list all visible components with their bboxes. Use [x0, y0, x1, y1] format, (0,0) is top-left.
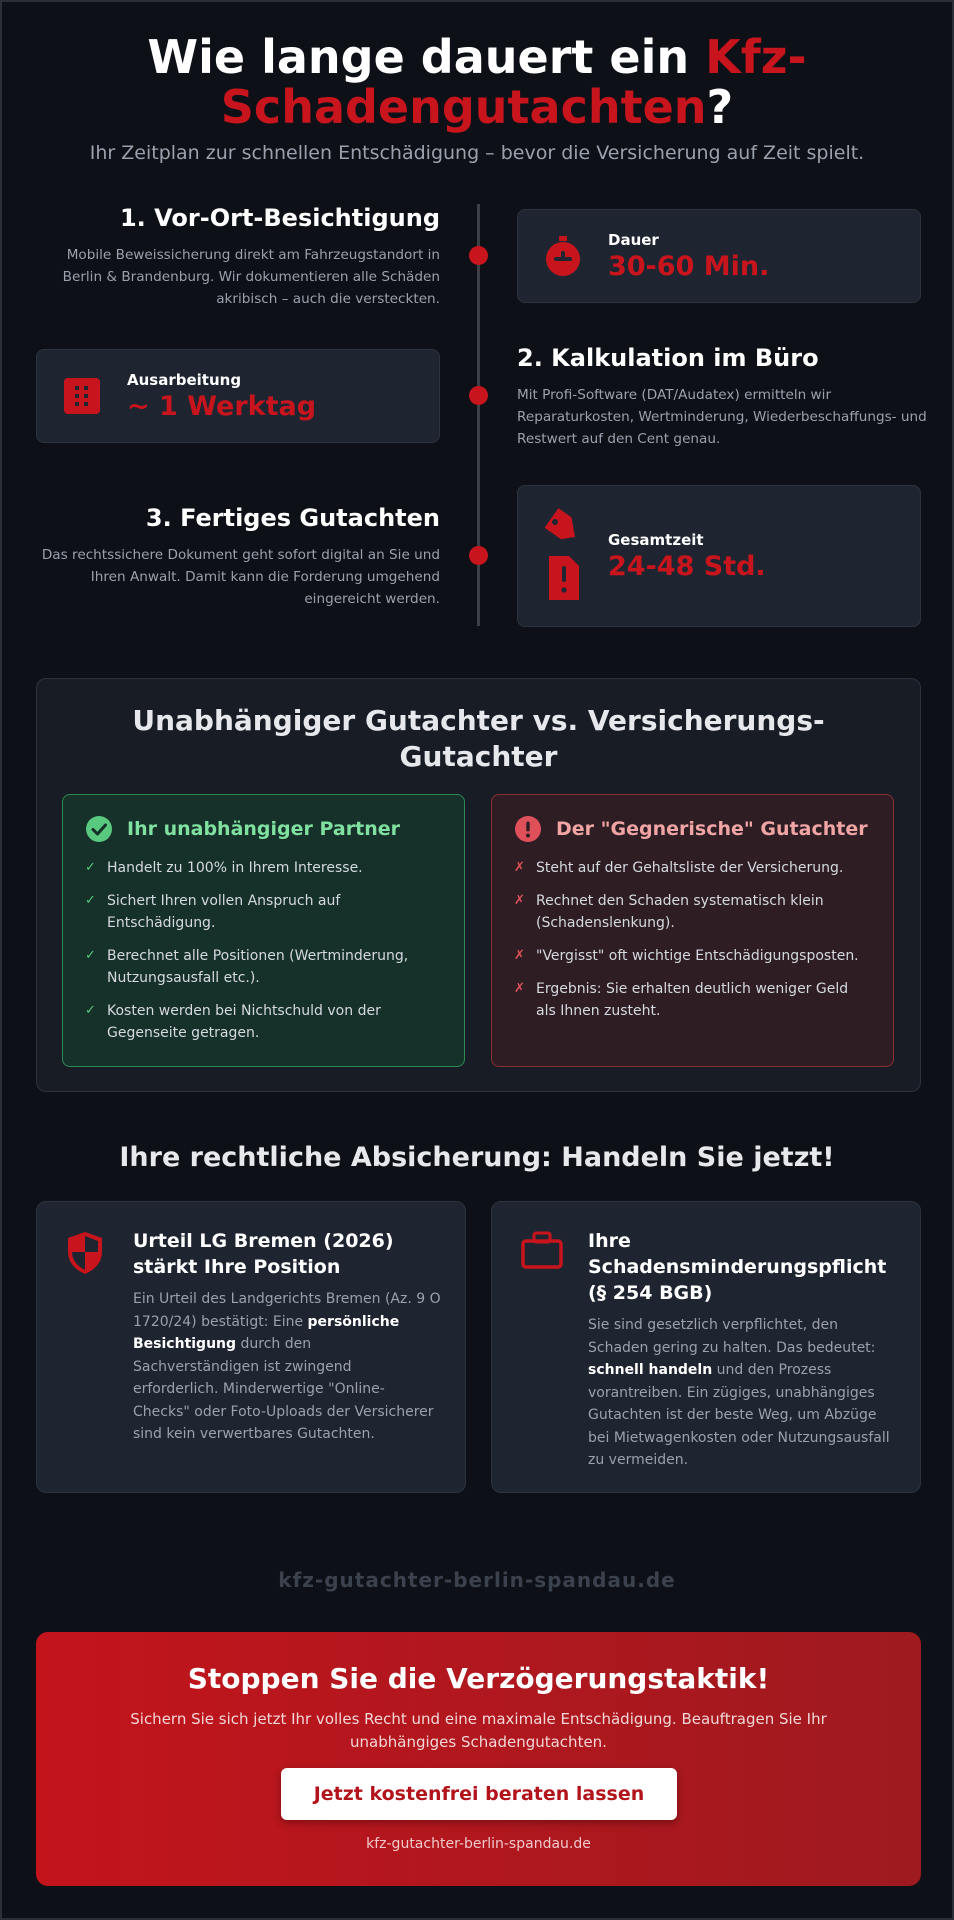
card-label: Gesamtzeit — [608, 530, 704, 549]
total-time-card — [517, 485, 921, 627]
cta-title: Stoppen Sie die Verzögerungstaktik! — [187, 1662, 770, 1695]
list-item — [514, 945, 871, 967]
page-subtitle: Ihr Zeitplan zur schnellen Entschädigung – bevor die Versicherung auf Zeit spielt. — [89, 142, 865, 164]
list-item — [85, 890, 442, 934]
column-heading — [514, 815, 871, 843]
card-text-part: Ein Urteil des Landgerichts Bremen (Az. 9 O 1720/24) bestätigt: Eine — [133, 1291, 441, 1330]
comparison-section — [36, 678, 921, 1092]
cross-icon: ✗ — [514, 860, 525, 875]
cross-icon: ✗ — [514, 948, 525, 963]
card-title: Ihre Schadensminderungspflicht (§ 254 BGB) — [588, 1230, 887, 1304]
card-text-part: durch den Sachverständigen ist zwingend erforderlich. Minderwertige "Online-Checks" oder Foto-Uploads der Versicherer sind kein verwertbares Gutachten. — [133, 1336, 434, 1442]
list-item-text: Sichert Ihren vollen Anspruch auf Entschädigung. — [107, 893, 341, 931]
step-description: Das rechtssichere Dokument geht sofort digital an Sie und Ihren Anwalt. Damit kann die Forderung umgehend eingereicht werden. — [41, 547, 440, 607]
list-item — [85, 945, 442, 989]
comparison-title: Unabhängiger Gutachter vs. Versicherungs-Gutachter — [132, 704, 825, 773]
duration-card — [517, 209, 921, 303]
processing-card — [36, 349, 440, 443]
calculator-icon — [59, 373, 105, 419]
list-item — [514, 890, 871, 934]
step-description: Mit Profi-Software (DAT/Audatex) ermitteln wir Reparaturkosten, Wertminderung, Wiederbeschaffungs- und Restwert auf den Cent genau. — [517, 387, 927, 447]
card-value: 24-48 Std. — [608, 550, 766, 582]
card-text — [133, 1288, 441, 1446]
timeline-dot — [469, 246, 488, 265]
briefcase-icon — [520, 1230, 564, 1274]
check-icon: ✓ — [85, 893, 96, 908]
step-title: 3. Fertiges Gutachten — [145, 504, 440, 532]
card-text — [588, 1314, 896, 1472]
list-item — [85, 1000, 442, 1044]
card-title: Urteil LG Bremen (2026) stärkt Ihre Position — [133, 1230, 394, 1278]
mitigation-duty-card — [491, 1201, 921, 1493]
card-text-bold: persönliche Besichtigung — [133, 1313, 400, 1352]
cta-text: Sichern Sie sich jetzt Ihr volles Recht und eine maximale Entschädigung. Beauftragen Sie Ihr unabhängiges Schadengutachten. — [130, 1710, 827, 1751]
card-label: Dauer — [608, 230, 659, 249]
timeline-step-2 — [517, 344, 927, 450]
list-item-text: Handelt zu 100% in Ihrem Interesse. — [107, 860, 363, 876]
card-label: Ausarbeitung — [127, 370, 242, 389]
card-value: 30-60 Min. — [608, 250, 770, 282]
cta-url-link[interactable]: kfz-gutachter-berlin-spandau.de — [366, 1836, 591, 1852]
card-text-part: und den Prozess vorantreiben. Ein zügiges, unabhängiges Gutachten ist der beste Weg, um Abzüge bei Mietwagenkosten oder Nutzungsausfall zu vermeiden. — [588, 1362, 890, 1468]
alert-circle-icon — [514, 815, 542, 843]
list-item-text: "Vergisst" oft wichtige Entschädigungsposten. — [536, 948, 859, 964]
domain-watermark: kfz-gutachter-berlin-spandau.de — [278, 1568, 676, 1592]
stopwatch-icon — [540, 233, 586, 279]
column-heading-text: Der "Gegnerische" Gutachter — [556, 818, 868, 840]
column-heading — [85, 815, 442, 843]
cross-icon: ✗ — [514, 893, 525, 908]
insurer-expert-column — [491, 794, 894, 1067]
timeline-dot — [469, 386, 488, 405]
step-description: Mobile Beweissicherung direkt am Fahrzeugstandort in Berlin & Brandenburg. Wir dokumentieren alle Schäden akribisch – auch die versteckten. — [62, 247, 440, 307]
list-item-text: Kosten werden bei Nichtschuld von der Gegenseite getragen. — [107, 1003, 381, 1041]
cta-banner — [36, 1632, 921, 1886]
list-item-text: Rechnet den Schaden systematisch klein (Schadenslenkung). — [536, 893, 824, 931]
list-item-text: Ergebnis: Sie erhalten deutlich weniger Geld als Ihnen zusteht. — [536, 981, 849, 1019]
list-item — [514, 857, 871, 879]
title-accent: Kfz-Schadengutachten — [220, 30, 807, 134]
title-question-mark: ? — [706, 80, 734, 134]
check-icon: ✓ — [85, 860, 96, 875]
court-ruling-card — [36, 1201, 466, 1493]
check-icon: ✓ — [85, 1003, 96, 1018]
check-icon: ✓ — [85, 948, 96, 963]
list-item — [514, 978, 871, 1022]
list-item-text: Berechnet alle Positionen (Wertminderung, Nutzungsausfall etc.). — [107, 948, 409, 986]
timeline-step-3 — [38, 504, 440, 610]
consultation-button[interactable]: Jetzt kostenfrei beraten lassen — [281, 1768, 677, 1820]
list-item-text: Steht auf der Gehaltsliste der Versicherung. — [536, 860, 844, 876]
cross-icon: ✗ — [514, 981, 525, 996]
shield-icon — [65, 1230, 105, 1280]
independent-expert-column — [62, 794, 465, 1067]
title-text: Wie lange dauert ein — [147, 30, 706, 84]
card-text-part: Sie sind gesetzlich verpflichtet, den Schaden gering zu halten. Das bedeutet: — [588, 1317, 876, 1356]
step-title: 2. Kalkulation im Büro — [517, 344, 819, 372]
timeline-step-1 — [38, 204, 440, 310]
legal-section-title: Ihre rechtliche Absicherung: Handeln Sie jetzt! — [119, 1142, 835, 1173]
step-title: 1. Vor-Ort-Besichtigung — [119, 204, 440, 232]
card-text-bold: schnell handeln — [588, 1362, 713, 1378]
list-item — [85, 857, 442, 879]
timeline-dot — [469, 546, 488, 565]
column-heading-text: Ihr unabhängiger Partner — [127, 818, 400, 840]
card-value: ~ 1 Werktag — [127, 390, 317, 422]
document-icon — [540, 508, 586, 604]
page-title — [42, 32, 912, 132]
check-circle-icon — [85, 815, 113, 843]
